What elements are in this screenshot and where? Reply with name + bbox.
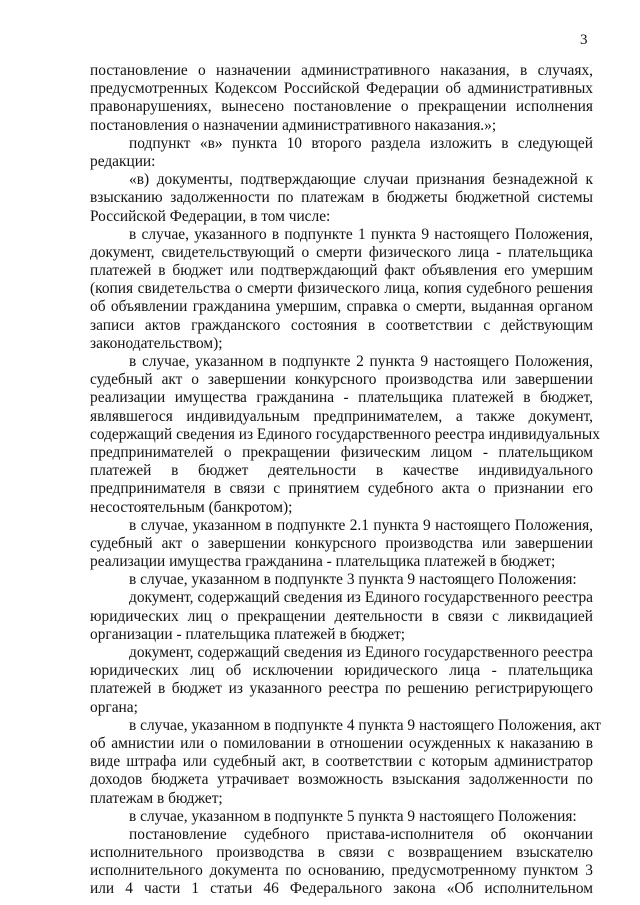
text-line: постановление о назначении административного наказания, в случаях,	[90, 62, 593, 79]
text-line: законодательством);	[90, 334, 223, 352]
text-line: Российской Федерации, в том числе:	[90, 207, 331, 225]
text-line: документ, содержащий сведения из Единого государственного реестра	[129, 589, 593, 607]
text-line: или 4 части 1 статьи 46 Федерального закона «Об исполнительном	[90, 880, 593, 898]
text-line: взысканию задолженности по платежам в бюджеты бюджетной системы	[90, 189, 593, 207]
text-line: органа;	[90, 698, 138, 716]
text-line: исполнительного производства в связи с возвращением взыскателю	[90, 844, 593, 862]
text-line: организации - плательщика платежей в бюджет;	[90, 625, 406, 643]
text-line: платежей в бюджет из указанного реестра по решению регистрирующего	[90, 680, 593, 698]
text-line: документ, свидетельствующий о смерти физического лица - плательщика	[90, 243, 593, 261]
text-line: судебный акт о завершении конкурсного производства или завершении	[90, 371, 593, 389]
text-line: судебный акт о завершении конкурсного производства или завершении	[90, 534, 593, 552]
page-number: 3	[580, 32, 588, 48]
text-line: об объявлении гражданина умершим, справка о смерти, выданная органом	[90, 298, 593, 316]
text-line: об амнистии или о помиловании в отношении осужденных к наказанию в	[90, 734, 593, 752]
text-line: в случае, указанном в подпункте 2.1 пункта 9 настоящего Положения,	[129, 516, 593, 534]
text-line: являвшегося индивидуальным предпринимателем, а также документ,	[90, 407, 593, 425]
text-line: постановления о назначении административного наказания.»;	[90, 116, 497, 134]
text-line: реализации имущества гражданина - плательщика платежей в бюджет;	[90, 553, 556, 571]
text-line: редакции:	[90, 152, 156, 170]
text-line: в случае, указанном в подпункте 4 пункта 9 настоящего Положения, акт	[129, 716, 601, 734]
text-line: платежам в бюджет;	[90, 789, 223, 807]
text-line: содержащий сведения из Единого государственного реестра индивидуальных	[90, 425, 600, 443]
text-line: предусмотренных Кодексом Российской Федерации об административных	[90, 80, 593, 98]
text-line: несостоятельным (банкротом);	[90, 498, 293, 516]
text-line: платежей в бюджет или подтверждающий факт объявления его умершим	[90, 262, 593, 280]
text-line: предпринимателей о прекращении физическим лицом - плательщиком	[90, 443, 593, 461]
text-line: доходов бюджета утрачивает возможность взыскания задолженности по	[90, 771, 593, 789]
text-line: подпункт «в» пункта 10 второго раздела изложить в следующей	[129, 134, 593, 152]
document-body	[90, 62, 601, 899]
text-line: виде штрафа или судебный акт, в соответствии с которым администратор	[90, 753, 593, 771]
text-line: в случае, указанном в подпункте 5 пункта 9 настоящего Положения:	[129, 807, 577, 825]
text-line: документ, содержащий сведения из Единого государственного реестра	[129, 644, 593, 661]
text-line: в случае, указанном в подпункте 2 пункта 9 настоящего Положения,	[129, 353, 593, 370]
text-line: в случае, указанного в подпункте 1 пункта 9 настоящего Положения,	[129, 225, 593, 243]
text-line: платежей в бюджет деятельности в качестве индивидуального	[90, 462, 593, 480]
text-line: записи актов гражданского состояния в соответствии с действующим	[90, 316, 593, 334]
text-line: правонарушениях, вынесено постановление о прекращении исполнения	[90, 98, 593, 116]
text-line: юридических лиц о прекращении деятельности в связи с ликвидацией	[90, 607, 593, 625]
text-line: исполнительного документа по основанию, предусмотренному пунктом 3	[90, 862, 593, 880]
text-line: предпринимателя в связи с принятием судебного акта о признании его	[90, 480, 593, 498]
text-line: реализации имущества гражданина - плательщика платежей в бюджет,	[90, 389, 593, 407]
text-line: (копия свидетельства о смерти физического лица, копия судебного решения	[90, 280, 593, 298]
text-line: юридических лиц об исключении юридического лица - плательщика	[90, 662, 593, 680]
text-line: «в) документы, подтверждающие случаи признания безнадежной к	[129, 171, 593, 189]
text-line: постановление судебного пристава-исполнителя об окончании	[129, 825, 593, 843]
text-line: в случае, указанном в подпункте 3 пункта 9 настоящего Положения:	[129, 571, 577, 589]
